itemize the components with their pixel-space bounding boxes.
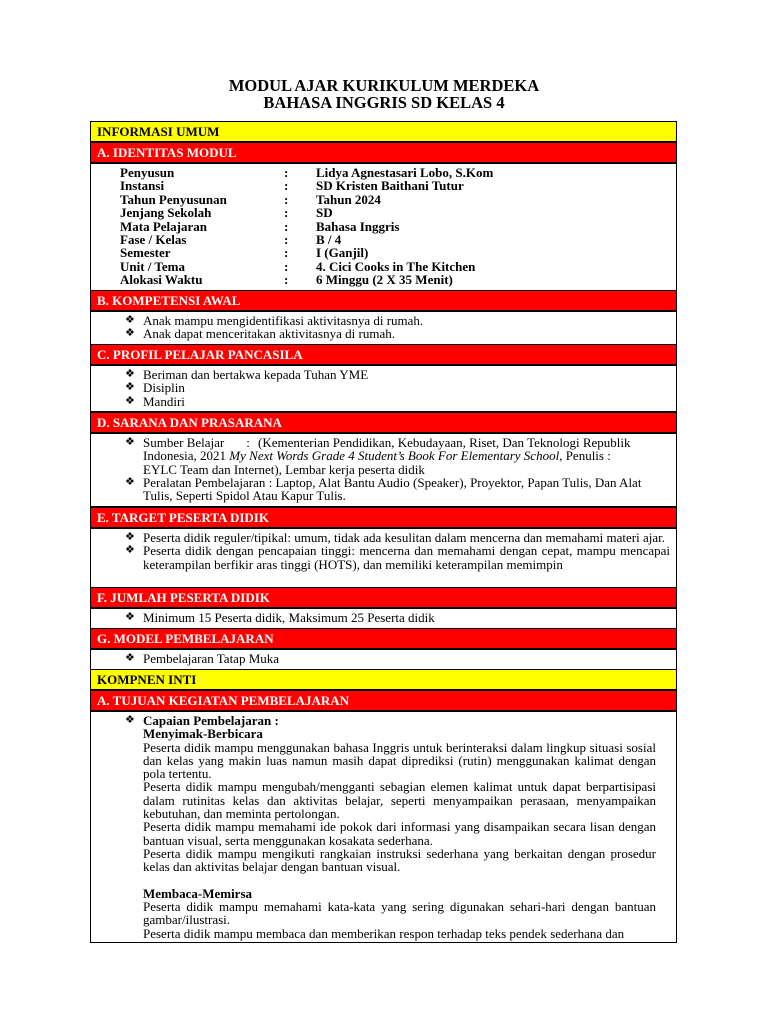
sumber-belajar-line1: (Kementerian Pendidikan, Kebudayaan, Riset, Dan Teknologi Republik (258, 435, 631, 450)
identitas-label: Alokasi Waktu (120, 272, 203, 288)
identitas-table (120, 166, 493, 287)
list-item: ❖ Anak mampu mengidentifikasi aktivitasnya di rumah. (121, 314, 670, 327)
identitas-colon: : (284, 218, 289, 234)
identitas-value: B / 4 (316, 232, 342, 248)
tujuan-kegiatan-box (90, 711, 677, 943)
kompetensi-awal-box (90, 311, 677, 345)
identitas-colon: : (284, 178, 289, 194)
identitas-colon: : (284, 245, 289, 261)
identitas-value: SD Kristen Baithani Tutur (316, 178, 464, 194)
jumlah-peserta-header: F. JUMLAH PESERTA DIDIK (90, 587, 677, 608)
paragraph: Peserta didik mampu mengikuti rangkaian instruksi sederhana yang berkaitan dengan prosedur kelas dan aktivitas belajar dengan bantuan visual. (143, 845, 656, 875)
capaian-item (121, 714, 656, 940)
identitas-value: Lidya Agnestasari Lobo, S.Kom (316, 165, 494, 180)
tujuan-kegiatan-header: A. TUJUAN KEGIATAN PEMBELAJARAN (90, 690, 677, 711)
paragraph: Peserta didik mampu membaca dan memberikan respon terhadap teks pendek sederhana dan (143, 925, 625, 941)
list-item: ❖ Mandiri (121, 395, 670, 408)
model-pembelajaran-header: G. MODEL PEMBELAJARAN (90, 628, 677, 649)
target-peserta-header: E. TARGET PESERTA DIDIK (90, 507, 677, 528)
identitas-row (120, 260, 493, 273)
list-item: ❖ Anak dapat menceritakan aktivitasnya di rumah. (121, 327, 670, 340)
identitas-row (120, 246, 493, 259)
identitas-value: 6 Minggu (2 X 35 Menit) (316, 272, 453, 288)
document-title-line1: MODUL AJAR KURIKULUM MERDEKA (228, 76, 540, 95)
book-title: My Next Words Grade 4 Student’s Book For Elementary School (229, 448, 560, 464)
identitas-label: Mata Pelajaran (120, 218, 208, 234)
identitas-row (120, 220, 493, 233)
paragraph: Peserta didik mampu memahami kata-kata yang sering digunakan sehari-hari dengan bantuan gambar/ilustrasi. (143, 899, 656, 928)
list-item: ❖ Beriman dan bertakwa kepada Tuhan YME (121, 368, 670, 381)
identitas-label: Unit / Tema (120, 258, 186, 274)
komponen-inti-header: KOMPNEN INTI (90, 669, 677, 690)
model-pembelajaran-box (90, 649, 677, 670)
jumlah-peserta-box (90, 608, 677, 629)
paragraph: Peserta didik mampu mengubah/mengganti sebagian elemen kalimat untuk dapat berpartisipasi dalam rutinitas kelas dan aktivitas belajar, seperti menyampaikan perasaan, menyampaikan kebutuhan, dan meminta pertolongan. (143, 779, 656, 822)
identitas-label: Instansi (120, 178, 165, 194)
identitas-value: SD (316, 205, 333, 221)
list-item: ❖ Pembelajaran Tatap Muka (121, 652, 670, 665)
sumber-belajar-item: ❖ Sumber Belajar : (Kementerian Pendidikan, Kebudayaan, Riset, Dan Teknologi Republik Indonesia, 2021 My Next Words Grade 4 Student’s Book For Elementary School, Penulis : EYLC Team dan Internet), Lembar kerja peserta didik (121, 436, 670, 476)
identitas-value: Tahun 2024 (316, 191, 381, 207)
list-item: ❖ Disiplin (121, 381, 670, 394)
identitas-colon: : (284, 165, 289, 180)
identitas-label: Semester (120, 245, 171, 261)
sumber-belajar-label: ❖ Sumber Belajar : (143, 435, 250, 450)
identitas-row (120, 273, 493, 286)
identitas-colon: : (284, 232, 289, 248)
identitas-row (120, 179, 493, 192)
identitas-colon: : (284, 258, 289, 274)
identitas-row (120, 193, 493, 206)
subheading-membaca: Membaca-Memirsa (143, 885, 253, 901)
identitas-value: I (Ganjil) (316, 245, 369, 261)
list-item: ❖ Minimum 15 Peserta didik, Maksimum 25 Peserta didik (121, 611, 670, 624)
profil-pancasila-box (90, 365, 677, 412)
identitas-value: 4. Cici Cooks in The Kitchen (316, 258, 476, 274)
sarana-prasarana-box (90, 433, 677, 507)
sarana-prasarana-header: D. SARANA DAN PRASARANA (90, 412, 677, 433)
identitas-row (120, 206, 493, 219)
identitas-row (120, 233, 493, 246)
identitas-colon: : (284, 272, 289, 288)
target-peserta-box (90, 528, 677, 588)
paragraph: Peserta didik mampu menggunakan bahasa Inggris untuk berinteraksi dalam lingkup situasi sosial dan kelas yang makin luas namun masih dapat diprediksi (rutin) menggunakan kalimat dengan pola tertentu. (143, 739, 656, 782)
identitas-colon: : (284, 191, 289, 207)
identitas-label: Penyusun (120, 165, 175, 180)
identitas-colon: : (284, 205, 289, 221)
identitas-row (120, 166, 493, 179)
capaian-label: ❖ Capaian Pembelajaran : (143, 713, 279, 728)
identitas-value: Bahasa Inggris (316, 218, 400, 234)
list-item: ❖ Peserta didik dengan pencapaian tinggi: mencerna dan memahami dengan cepat, mampu mencapai keterampilan berfikir aras tinggi (HOTS), dan memiliki keterampilan memimpin (121, 544, 670, 571)
informasi-umum-header: INFORMASI UMUM (90, 121, 677, 142)
identitas-label: Fase / Kelas (120, 232, 187, 248)
profil-pancasila-header: C. PROFIL PELAJAR PANCASILA (90, 344, 677, 365)
subheading-menyimak: Menyimak-Berbicara (143, 726, 263, 742)
identitas-modul-header: A. IDENTITAS MODUL (90, 142, 677, 163)
peralatan-item: ❖ Peralatan Pembelajaran : Laptop, Alat Bantu Audio (Speaker), Proyektor, Papan Tulis, Dan Alat Tulis, Seperti Spidol Atau Kapur Tulis. (121, 476, 670, 503)
list-item: ❖ Peserta didik reguler/tipikal: umum, tidak ada kesulitan dalam mencerna dan memahami materi ajar. (121, 531, 670, 544)
identitas-label: Tahun Penyusunan (120, 191, 227, 207)
paragraph: Peserta didik mampu memahami ide pokok dari informasi yang disampaikan secara lisan dengan bantuan visual, serta menggunakan kosakata sederhana. (143, 819, 656, 848)
document-title-line2: BAHASA INGGRIS SD KELAS 4 (263, 93, 505, 112)
identitas-label: Jenjang Sekolah (120, 205, 212, 221)
kompetensi-awal-header: B. KOMPETENSI AWAL (90, 290, 677, 311)
